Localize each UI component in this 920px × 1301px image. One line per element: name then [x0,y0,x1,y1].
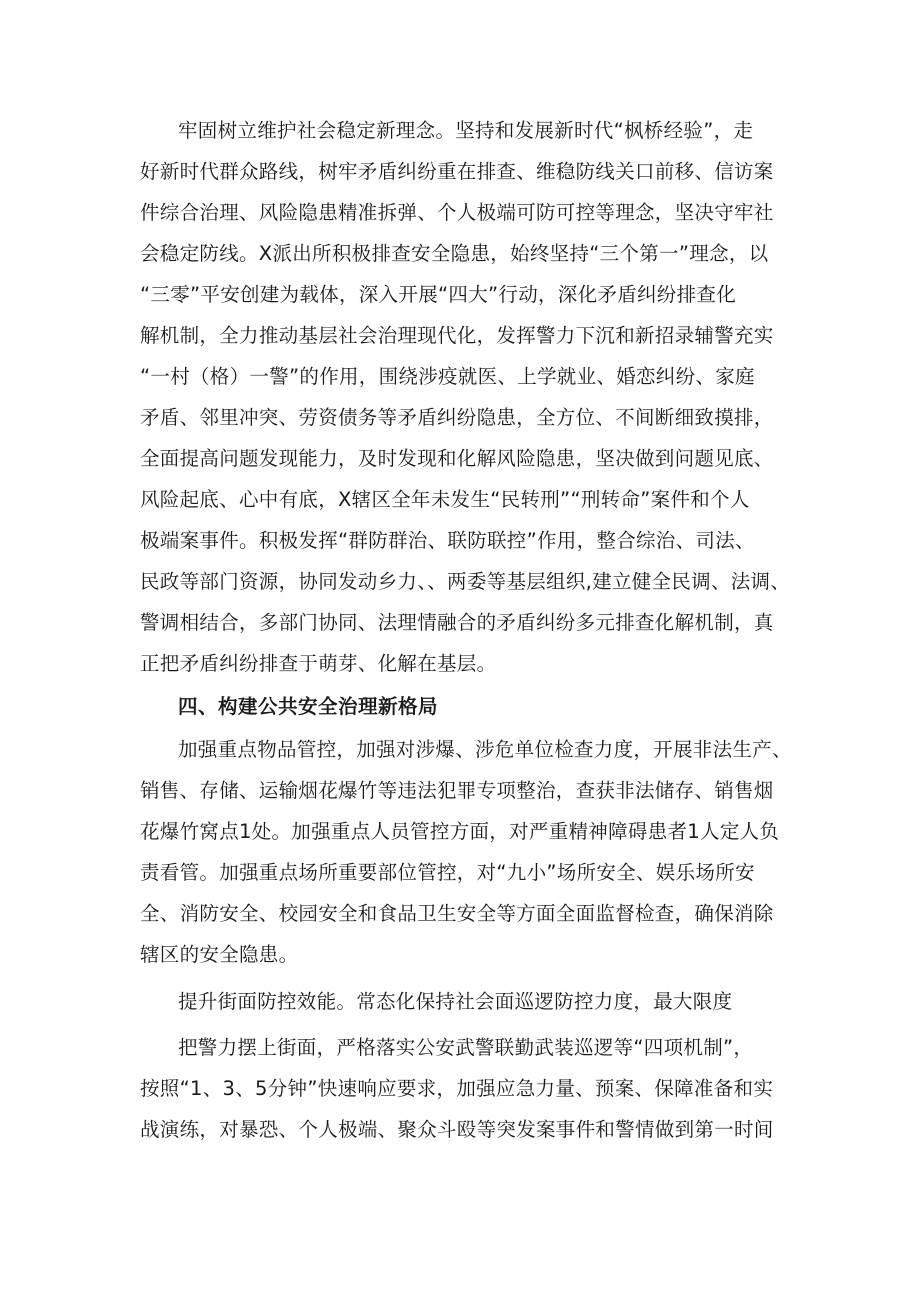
section-heading: 四、构建公共安全治理新格局 [178,695,439,718]
paragraph-1-line: “三零”平安创建为载体，深入开展“四大”行动，深化矛盾纠纷排查化 [140,283,737,306]
paragraph-4-line: 把警力摆上街面，严格落实公安武警联勤武装巡逻等“四项机制”， [178,1036,754,1059]
paragraph-4-line: 战演练，对暴恐、个人极端、聚众斗殴等突发案事件和警情做到第一时间 [140,1118,774,1141]
paragraph-1-line: 极端案事件。积极发挥“群防群治、联防联控”作用，整合综治、司法、 [140,529,755,552]
paragraph-1-line: 矛盾、邻里冲突、劳资债务等矛盾纠纷隐患，全方位、不间断细致摸排， [140,406,774,429]
paragraph-3-line: 提升街面防控效能。常态化保持社会面巡逻防控力度，最大限度 [178,990,733,1013]
paragraph-2-line: 辖区的安全隐患。 [140,943,299,966]
paragraph-1-line: 全面提高问题发现能力，及时发现和化解风险隐患，坚决做到问题见底、 [140,447,774,470]
paragraph-2-line: 加强重点物品管控，加强对涉爆、涉危单位检查力度，开展非法生产、 [178,738,792,761]
paragraph-1-line: “一村（格）一警”的作用，围绕涉疫就医、上学就业、婚恋纠纷、家庭 [140,365,755,388]
paragraph-1-line: 件综合治理、风险隐患精准拆弹、个人极端可防可控等理念，坚决守牢社 [140,201,774,224]
paragraph-2-line: 销售、存储、运输烟花爆竹等违法犯罪专项整治，查获非法储存、销售烟 [140,779,774,802]
paragraph-1-line: 牢固树立维护社会稳定新理念。坚持和发展新时代“枫桥经验”，走 [178,119,754,142]
paragraph-2-line: 全、消防安全、校园安全和食品卫生安全等方面全面监督检查，确保消除 [140,902,774,925]
paragraph-2-line: 花爆竹窝点1处。加强重点人员管控方面，对严重精神障碍患者1人定人负 [140,820,780,843]
paragraph-1-line: 解机制，全力推动基层社会治理现代化，发挥警力下沉和新招录辅警充实 [140,324,774,347]
paragraph-1-line: 会稳定防线。X派出所积极排查安全隐患，始终坚持“三个第一”理念，以 [140,242,769,265]
paragraph-1-line: 正把矛盾纠纷排查于萌芽、化解在基层。 [140,652,497,675]
paragraph-2-line: 责看管。加强重点场所重要部位管控，对“九小”场所安全、娱乐场所安 [140,861,755,884]
paragraph-1-line: 警调相结合，多部门协同、法理情融合的矛盾纠纷多元排查化解机制，真 [140,611,774,634]
paragraph-1-line: 好新时代群众路线，树牢矛盾纠纷重在排查、维稳防线关口前移、信访案 [140,160,774,183]
paragraph-1-line: 风险起底、心中有底，X辖区全年未发生“民转刑”“刑转命”案件和个人 [140,488,750,511]
paragraph-4-line: 按照“1、3、5分钟”快速响应要求，加强应急力量、预案、保障准备和实 [140,1077,774,1100]
paragraph-1-line: 民政等部门资源，协同发动乡力、、两委等基层组织,建立健全民调、法调、 [140,570,791,593]
